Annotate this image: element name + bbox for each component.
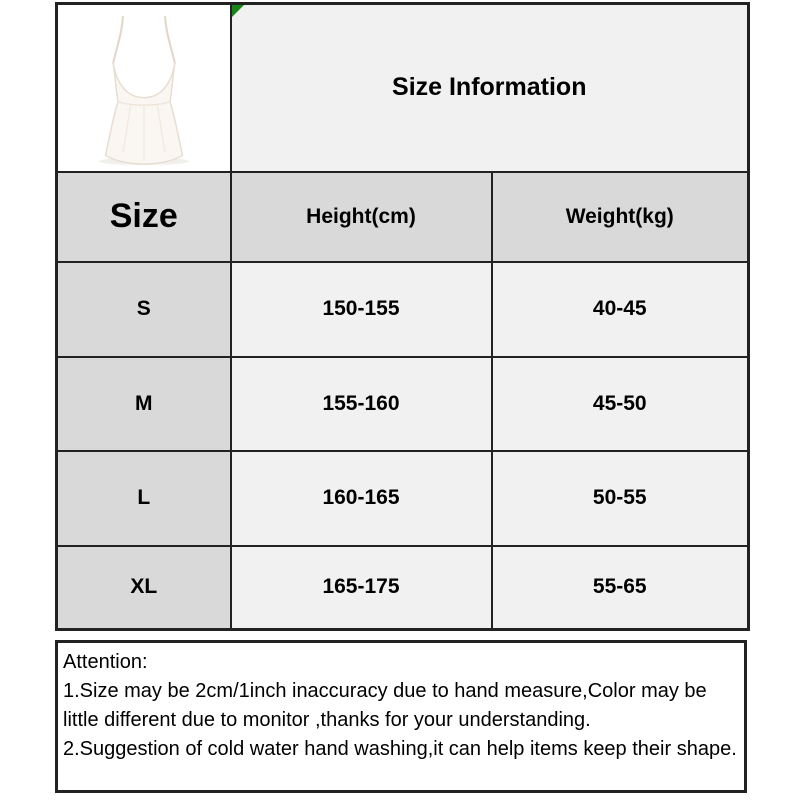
column-header-size: Size — [57, 172, 231, 262]
size-table — [55, 2, 750, 631]
height-value: 165-175 — [231, 546, 492, 630]
table-row-s — [57, 262, 749, 357]
attention-note-1: 1.Size may be 2cm/1inch inaccuracy due to hand measure,Color may be little different due to monitor ,thanks for your understanding. — [63, 680, 707, 731]
white-slip-dress-image — [86, 13, 202, 167]
column-header-weight: Weight(kg) — [492, 172, 749, 262]
product-image-cell — [57, 4, 231, 172]
weight-value: 50-55 — [492, 451, 749, 546]
height-value: 155-160 — [231, 357, 492, 451]
size-label: XL — [57, 546, 231, 630]
weight-value: 45-50 — [492, 357, 749, 451]
size-information-header-cell — [231, 4, 749, 172]
attention-title: Attention: — [63, 651, 148, 673]
weight-value: 40-45 — [492, 262, 749, 357]
green-corner-flag-icon — [232, 5, 244, 17]
attention-note-2: 2.Suggestion of cold water hand washing,it can help items keep their shape. — [63, 738, 737, 760]
top-row — [57, 4, 749, 172]
size-information-title: Size Information — [392, 73, 587, 102]
table-row-l — [57, 451, 749, 546]
weight-value: 55-65 — [492, 546, 749, 630]
column-header-height: Height(cm) — [231, 172, 492, 262]
size-label: L — [57, 451, 231, 546]
size-label: S — [57, 262, 231, 357]
size-label: M — [57, 357, 231, 451]
table-row-xl — [57, 546, 749, 630]
height-value: 150-155 — [231, 262, 492, 357]
table-row-m — [57, 357, 749, 451]
column-header-row — [57, 172, 749, 262]
attention-box — [55, 640, 747, 793]
height-value: 160-165 — [231, 451, 492, 546]
